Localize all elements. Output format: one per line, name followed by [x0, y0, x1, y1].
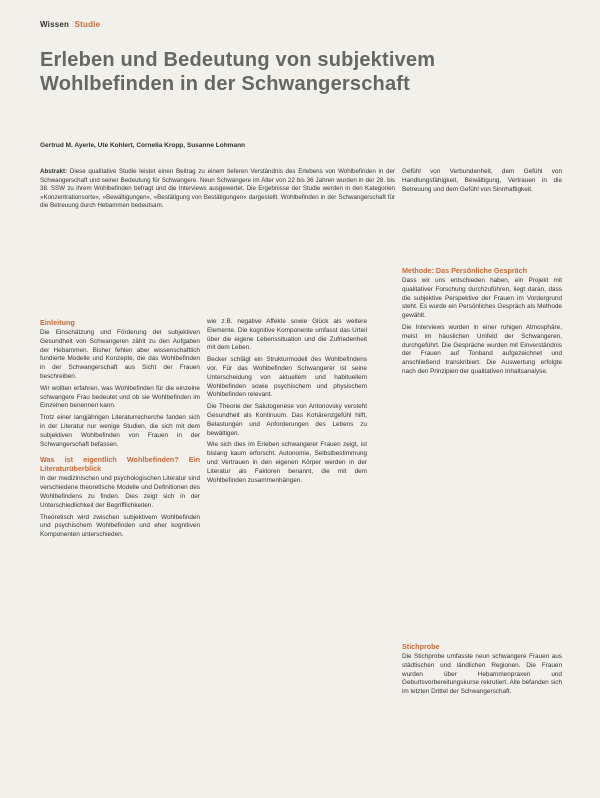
- paragraph: Die Einschätzung und Förderung der subjektiven Gesundheit von Schwangeren zählt zu den Aufgaben der Hebammen. Bisher fehlen aber wissenschaftlich fundierte Modelle und Konzepte, die das Wohlbefinden in der Schwangerschaft aus Sicht der Frauen beschreiben.: [40, 329, 200, 380]
- paragraph: Die Stichprobe umfasste neun schwangere Frauen aus städtischen und ländlichen Regionen. Die Frauen wurden über Hebammenpraxen und Geburtsvorbereitungskurse rekrutiert. Alle befanden sich im letzten Drittel der Schwangerschaft.: [402, 653, 562, 696]
- column-1: [40, 318, 200, 543]
- paragraph: wie z.B. negative Affekte sowie Glück als weitere Elemente. Die kognitive Komponente umfasst das Urteil über die eigene Lebenssituation und die Zufriedenheit mit dem Leben.: [207, 318, 367, 352]
- abstract: [40, 168, 395, 211]
- column-3-sample: [402, 642, 562, 700]
- paragraph: Dass wir uns entschieden haben, ein Projekt mit qualitativer Forschung durchzuführen, liegt daran, dass die subjektive Perspektive der Frauen im Vordergrund steht. Es wurde ein Persönliches Gespräch als Methode gewählt.: [402, 277, 562, 320]
- paragraph: Wie sich dies im Erleben schwangerer Frauen zeigt, ist bislang kaum erforscht. Autonomie, Selbstbestimmung und Vertrauen in den eigenen Körper werden in der Literatur als Faktoren benannt, die mit dem Wohlbefinden zusammenhängen.: [207, 441, 367, 484]
- paragraph: Wir wollten erfahren, was Wohlbefinden für die einzelne schwangere Frau bedeutet und ob sie Wohlbefinden im Einzelnen benennen kann.: [40, 384, 200, 410]
- column-3-top: [402, 168, 562, 197]
- section-header: [40, 20, 100, 29]
- section-label: Wissen: [40, 20, 70, 29]
- paragraph: Gefühl von Verbundenheit, dem Gefühl von Handlungsfähigkeit, Bewältigung, Vertrauen in die Betreuung und dem Gefühl von Sinnhaftigkeit.: [402, 168, 562, 193]
- subsection-label: Studie: [74, 20, 101, 29]
- authors: Gertrud M. Ayerle, Ute Kohlert, Cornelia Kropp, Susanne Lohmann: [40, 142, 246, 149]
- heading-wohlbefinden: Was ist eigentlich Wohlbefinden? Ein Literaturüberblick: [40, 455, 200, 474]
- column-2: [207, 318, 367, 488]
- heading-stichprobe: Stichprobe: [402, 642, 440, 651]
- heading-einleitung: Einleitung: [40, 318, 75, 327]
- abstract-label: Abstrakt:: [40, 168, 68, 175]
- heading-methode: Methode: Das Persönliche Gespräch: [402, 266, 528, 275]
- column-3-method: [402, 266, 562, 380]
- paragraph: Trotz einer langjährigen Literaturrecherche fanden sich in der Literatur nur wenige Studien, die sich mit dem subjektiven Wohlbefinden von Frauen in der Schwangerschaft befassen.: [40, 414, 200, 448]
- paragraph: Die Interviews wurden in einer ruhigen Atmosphäre, meist im häuslichen Umfeld der Schwangeren, durchgeführt. Die Gespräche wurden mit Einverständnis der Frauen auf Tonband aufgezeichnet und anschließend transkribiert. Die Auswertung erfolgte nach den Prinzipien der qualitativen Inhaltsanalyse.: [402, 323, 562, 375]
- paragraph: Becker schlägt ein Strukturmodell des Wohlbefindens vor. Für das Wohlbefinden Schwangerer ist seine Unterscheidung von aktuellem und habituellem Wohlbefinden sowie psychischem und physischem Wohlbefinden relevant.: [207, 356, 367, 399]
- article-title: Erleben und Bedeutung von subjektivem Wohlbefinden in der Schwangerschaft: [40, 49, 436, 95]
- paragraph: Theoretisch wird zwischen subjektivem Wohlbefinden und psychischem Wohlbefinden und eher kognitiven Komponenten unterschieden.: [40, 513, 200, 539]
- abstract-text: Diese qualitative Studie leistet einen Beitrag zu einem tieferen Verständnis des Erlebens von Wohlbefinden in der Schwangerschaft und seiner Bedeutung für Schwangere. Neun Schwangere im Alter von 22 bis 36 Jahren wurden in der 28. bis 38. SSW zu ihrem Wohlbefinden befragt und die Interviews ausgewertet. Die Ergebnisse der Studie werden in den Kategorien »Konzentrationsorte«, »Bewältigungen«, »Bestätigung von Bestätigungen« dargestellt. Wohlbefinden in der Schwangerschaft für die Betreuung durch Hebammen bedeutsam.: [40, 168, 395, 210]
- paragraph: In der medizinischen und psychologischen Literatur sind verschiedene theoretische Modelle und Definitionen des Wohlbefindens zu finden. Dies zeigt sich in der Unterschiedlichkeit der Begrifflichkeiten.: [40, 475, 200, 509]
- paragraph: Die Theorie der Salutogenese von Antonovsky versteht Gesundheit als Kontinuum. Das Kohärenzgefühl hilft, Belastungen und Anforderungen des Lebens zu bewältigen.: [207, 403, 367, 437]
